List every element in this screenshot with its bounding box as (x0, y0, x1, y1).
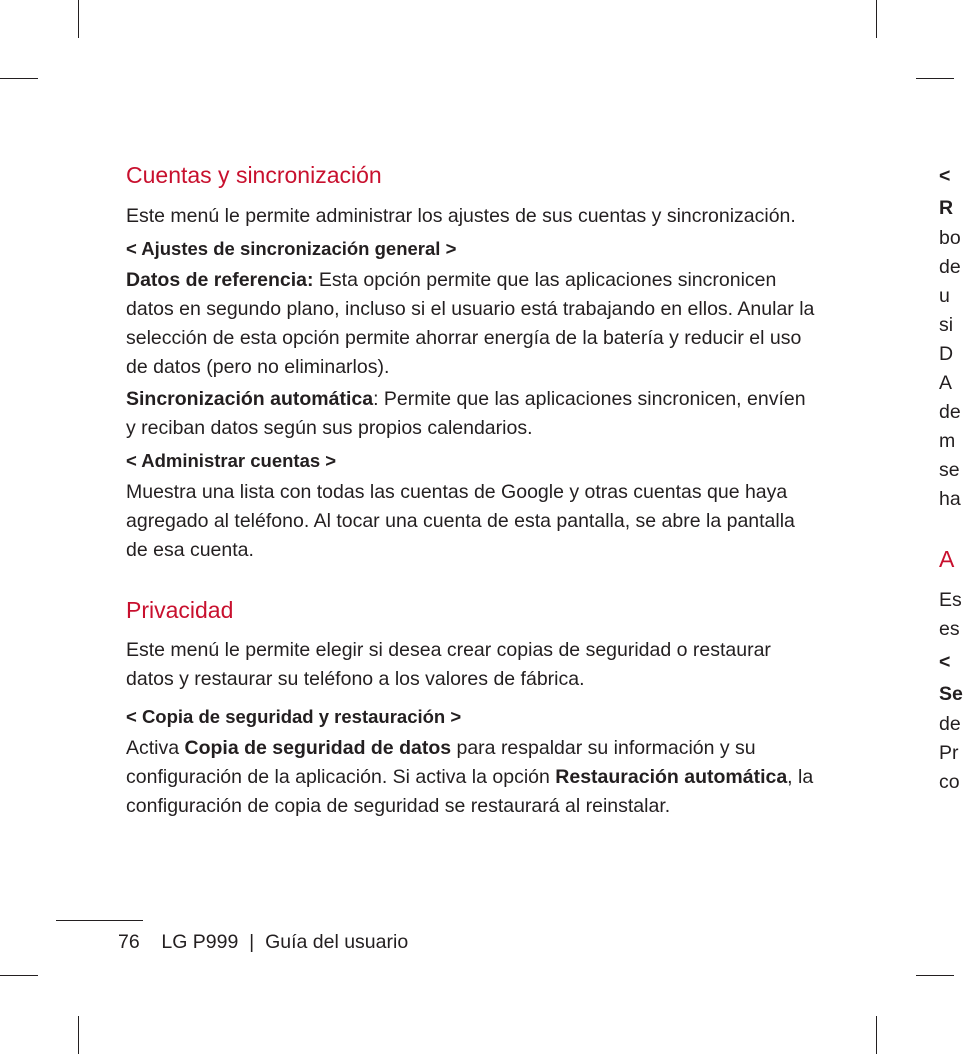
subheading-backup-restore: < Copia de seguridad y restauración > (126, 706, 462, 727)
next-page-fragment: A (939, 372, 953, 394)
next-page-fragment: Pr (939, 742, 959, 764)
datos-referencia-label: Datos de referencia: (126, 269, 314, 291)
next-page-fragment: < (939, 651, 951, 673)
footer-rule (56, 920, 143, 921)
next-page-fragment: D (939, 343, 954, 365)
next-page-fragment: bo (939, 227, 961, 249)
auto-sync-text: : Permite que las aplicaciones sincronicen, envíen y reciban datos según sus propios calendarios. (126, 388, 806, 439)
next-page-clipped-column (939, 0, 963, 1054)
backup-data-label: Copia de seguridad de datos (184, 737, 452, 759)
crop-mark (0, 975, 38, 976)
backup-paragraph (126, 734, 816, 821)
crop-mark (78, 1016, 79, 1054)
crop-mark (876, 1016, 877, 1054)
auto-sync-label: Sincronización automática (126, 388, 374, 410)
backup-text-a: Activa (126, 737, 185, 759)
next-page-fragment: si (939, 314, 954, 336)
subheading-sync-general: < Ajustes de sincronización general > (126, 238, 457, 259)
next-page-fragment: Es (939, 589, 962, 611)
manage-accounts-text: Muestra una lista con todas las cuentas de Google y otras cuentas que haya agregado al teléfono. Al tocar una cuenta de esta pantalla, se abre la pantalla de esa cuenta. (126, 481, 795, 561)
next-page-fragment: R (939, 197, 954, 219)
accounts-intro: Este menú le permite administrar los ajustes de sus cuentas y sincronización. (126, 205, 796, 227)
next-page-fragment: ha (939, 488, 961, 510)
page-footer: 76 LG P999 | Guía del usuario (118, 931, 409, 953)
datos-referencia-text: Esta opción permite que las aplicaciones sincronicen datos en segundo plano, incluso si el usuario está trabajando en ellos. Anular la selección de esta opción permite ahorrar energía de la batería y reducir el uso de datos (pero no eliminarlos). (126, 269, 815, 378)
next-page-fragment: A (939, 546, 955, 572)
auto-restore-label: Restauración automática (555, 766, 788, 788)
section-title-privacy: Privacidad (126, 597, 234, 623)
next-page-fragment: co (939, 771, 960, 793)
main-column (126, 160, 816, 821)
backup-text-e: , la configuración de copia de seguridad se restaurará al reinstalar. (126, 766, 814, 817)
crop-mark (876, 0, 877, 38)
datos-referencia-paragraph (126, 266, 816, 382)
auto-sync-paragraph (126, 385, 816, 443)
next-page-fragment: de (939, 256, 961, 278)
next-page-fragment: u (939, 285, 950, 307)
next-page-fragment: < (939, 165, 951, 187)
backup-text-c: para respaldar su información y su configuración de la aplicación. Si activa la opción (126, 737, 756, 788)
crop-mark (78, 0, 79, 38)
next-page-fragment: se (939, 459, 960, 481)
privacy-intro: Este menú le permite elegir si desea crear copias de seguridad o restaurar datos y restaurar su teléfono a los valores de fábrica. (126, 639, 771, 690)
section-title-accounts: Cuentas y sincronización (126, 162, 382, 188)
next-page-fragment: es (939, 618, 960, 640)
next-page-fragment: de (939, 713, 961, 735)
subheading-manage-accounts: < Administrar cuentas > (126, 450, 337, 471)
next-page-fragment: m (939, 430, 956, 452)
next-page-fragment: de (939, 401, 961, 423)
crop-mark (0, 78, 38, 79)
next-page-fragment: Se (939, 683, 963, 705)
